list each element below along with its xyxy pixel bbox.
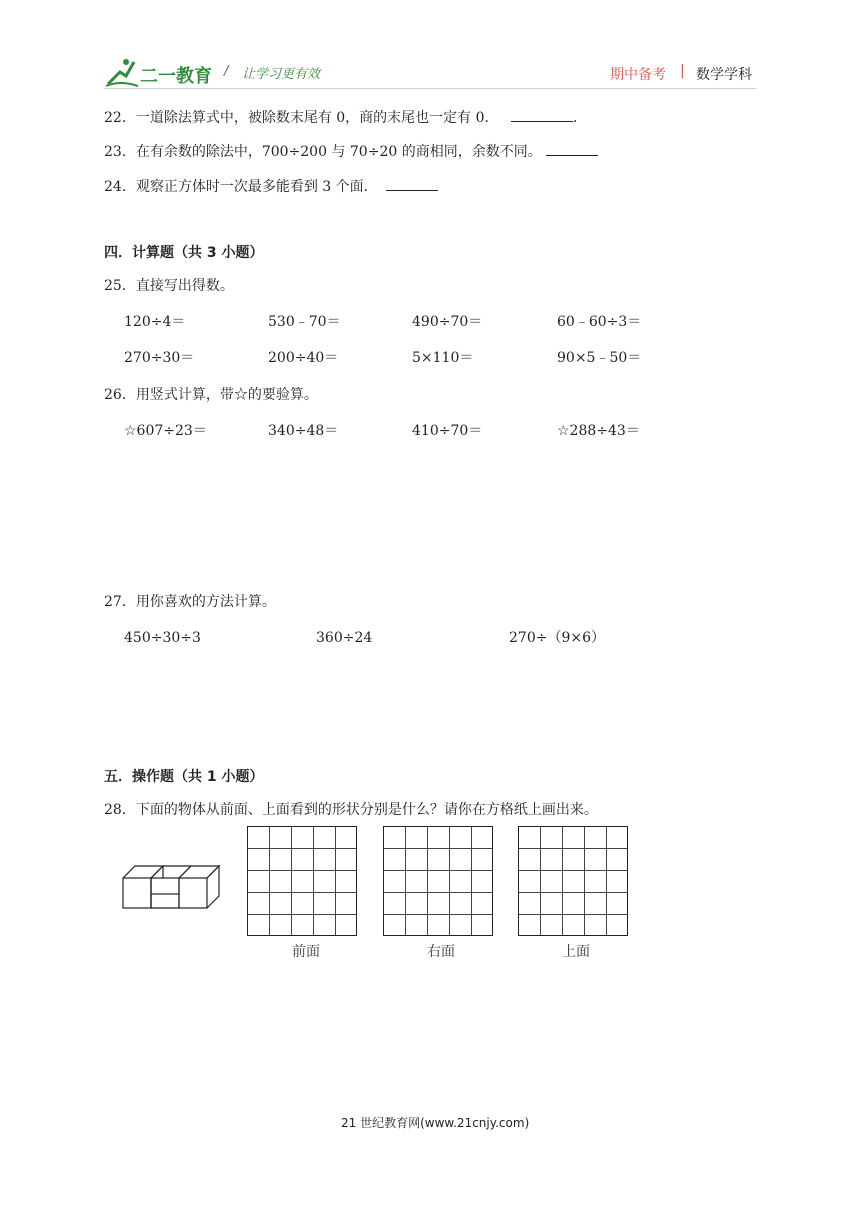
- q26-item: 410÷70＝: [412, 423, 483, 439]
- q26-item: ☆607÷23＝: [124, 423, 207, 439]
- q23-number: 23．: [104, 144, 136, 160]
- q28-number: 28．: [104, 802, 136, 818]
- q25-text: 直接写出得数。: [135, 278, 234, 294]
- q27-item: 360÷24: [316, 630, 373, 646]
- header-divider: |: [680, 63, 685, 79]
- grid-line: [269, 827, 270, 935]
- q22-tail: ．: [573, 110, 587, 126]
- section-4-title: 四．计算题（共 3 小题）: [104, 245, 264, 261]
- q23-text: 在有余数的除法中，700÷200 与 70÷20 的商相同，余数不同。: [135, 144, 542, 160]
- grid-line: [562, 827, 563, 935]
- header-rule: [104, 88, 756, 89]
- q26-item: ☆288÷43＝: [557, 423, 640, 439]
- grid-line: [291, 827, 292, 935]
- question-25: [104, 277, 234, 295]
- q25-item: 270÷30＝: [124, 350, 195, 366]
- q27-text: 用你喜欢的方法计算。: [135, 594, 276, 610]
- question-24: [104, 176, 438, 196]
- q25-number: 25．: [104, 278, 136, 294]
- slogan: 让学习更有效: [242, 67, 321, 82]
- q24-text: 观察正方体时一次最多能看到 3 个面．: [135, 179, 378, 195]
- grid-right[interactable]: [383, 826, 493, 936]
- question-26: [104, 386, 318, 404]
- grid-line: [384, 870, 492, 871]
- q25-item: 120÷4＝: [124, 314, 186, 330]
- grid-line: [427, 827, 428, 935]
- logo-text: 二一教育: [140, 66, 212, 87]
- grid-line: [384, 914, 492, 915]
- grid-front[interactable]: [247, 826, 357, 936]
- q23-answer-blank[interactable]: [546, 141, 598, 156]
- grid-line: [335, 827, 336, 935]
- grid-line: [313, 827, 314, 935]
- grid-line: [248, 892, 356, 893]
- grid-label-front: 前面: [292, 944, 320, 960]
- q25-item: 530﹣70＝: [268, 314, 341, 330]
- q22-text: 一道除法算式中，被除数末尾有 0，商的末尾也一定有 0．: [135, 110, 499, 126]
- question-27: [104, 593, 276, 611]
- grid-line: [519, 914, 627, 915]
- cube-figure: [118, 856, 228, 914]
- grid-line: [248, 870, 356, 871]
- q27-number: 27．: [104, 594, 136, 610]
- q24-answer-blank[interactable]: [386, 176, 438, 191]
- exam-tag: 期中备考: [610, 67, 666, 83]
- q24-number: 24．: [104, 179, 136, 195]
- q26-item: 340÷48＝: [268, 423, 339, 439]
- q25-item: 60﹣60÷3＝: [557, 314, 642, 330]
- footer-text: 21 世纪教育网(www.21cnjy.com): [341, 1116, 530, 1130]
- grid-line: [384, 892, 492, 893]
- grid-line: [248, 848, 356, 849]
- runner-logo-icon: [104, 56, 138, 88]
- grid-label-top: 上面: [562, 944, 590, 960]
- q22-answer-blank[interactable]: [511, 107, 573, 122]
- q25-item: 90×5﹣50＝: [557, 350, 642, 366]
- grid-line: [405, 827, 406, 935]
- grid-line: [449, 827, 450, 935]
- grid-line: [519, 892, 627, 893]
- grid-line: [519, 870, 627, 871]
- q25-item: 490÷70＝: [412, 314, 483, 330]
- q25-item: 5×110＝: [412, 350, 474, 366]
- subject-tag: 数学学科: [696, 67, 752, 83]
- q26-text: 用竖式计算，带☆的要验算。: [135, 387, 318, 403]
- grid-label-right: 右面: [427, 944, 455, 960]
- question-22: [104, 107, 587, 127]
- grid-line: [248, 914, 356, 915]
- section-5-title: 五．操作题（共 1 小题）: [104, 769, 264, 785]
- grid-top[interactable]: [518, 826, 628, 936]
- q25-item: 200÷40＝: [268, 350, 339, 366]
- q27-item: 450÷30÷3: [124, 630, 201, 646]
- grid-line: [384, 848, 492, 849]
- q27-item: 270÷（9×6）: [509, 630, 605, 646]
- question-28: [104, 801, 598, 819]
- grid-line: [540, 827, 541, 935]
- grid-line: [584, 827, 585, 935]
- q28-text: 下面的物体从前面、上面看到的形状分别是什么？请你在方格纸上画出来。: [135, 802, 598, 818]
- grid-line: [471, 827, 472, 935]
- grid-line: [519, 848, 627, 849]
- grid-line: [606, 827, 607, 935]
- q22-number: 22．: [104, 110, 136, 126]
- q26-number: 26．: [104, 387, 136, 403]
- question-23: [104, 141, 598, 161]
- header-separator: /: [224, 64, 229, 79]
